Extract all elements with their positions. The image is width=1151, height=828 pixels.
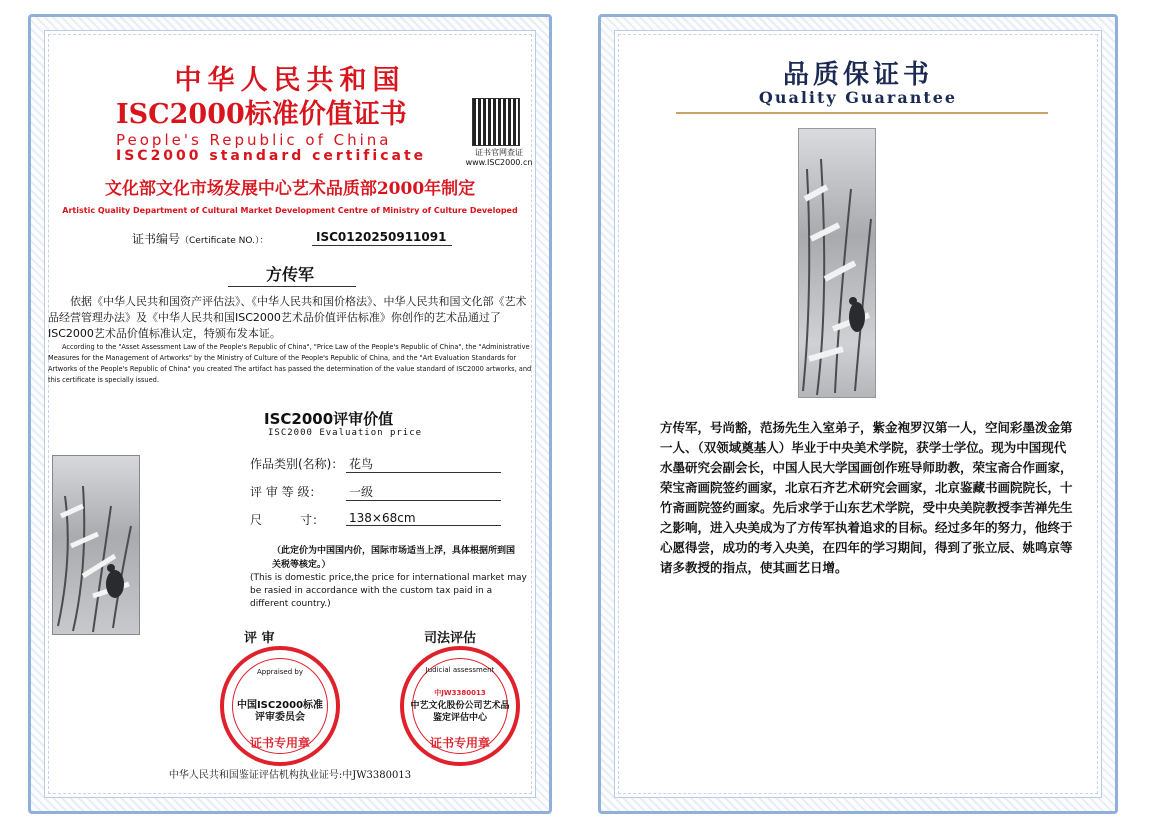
field-size bbox=[250, 511, 416, 528]
department-cn: 文化部文化市场发展中心艺术品质部2000年制定 bbox=[104, 179, 476, 199]
price-note-cn: （此定价为中国国内价，国际市场适当上浮，具体根据所到国关税等核定。） bbox=[272, 546, 516, 570]
qr-caption-url: www.ISC2000.cn bbox=[465, 158, 533, 167]
field-grade-value: 一级 bbox=[346, 483, 501, 501]
artist-name: 方传军 bbox=[265, 265, 314, 284]
department-en: Artistic Quality Department of Cultural Market Development Centre of Ministry of Culture Developed bbox=[62, 206, 518, 215]
title-cn: 中华人民共和国 bbox=[174, 65, 406, 96]
guarantee-title: 品质保证书 bbox=[782, 60, 933, 90]
title-en-2: ISC2000 standard certificate bbox=[116, 148, 427, 164]
artwork-image bbox=[798, 128, 876, 398]
cert-no-label-cn: 证书编号 bbox=[132, 232, 181, 246]
review-seal-line2: 评审委员会 bbox=[255, 712, 305, 723]
judicial-seal-line1: 中艺文化股份公司艺术品 bbox=[410, 701, 510, 711]
review-seal-line1: 中国ISC2000标准 bbox=[236, 700, 324, 711]
review-seal-stamp: 证书专用章 bbox=[249, 736, 310, 750]
title-isc: ISC2000标准价值证书 bbox=[116, 99, 407, 130]
review-seal-en: Appraised by bbox=[257, 668, 303, 676]
evaluation-subtitle: ISC2000 Evaluation price bbox=[268, 428, 423, 438]
cert-no-value: ISC0120250911091 bbox=[312, 230, 452, 246]
review-seal bbox=[220, 646, 340, 766]
judicial-seal-code: 中JW3380013 bbox=[434, 689, 486, 697]
guarantee-subtitle: Quality Guarantee bbox=[758, 88, 958, 107]
field-size-label: 尺 寸： bbox=[250, 513, 325, 527]
legal-basis-cn: 依据《中华人民共和国资产评估法》、《中华人民共和国价格法》、中华人民共和国文化部《艺术品经营管理办法》及《中华人民共和国ISC2000艺术品价值评估标准》你创作的艺术品通过了ISC2000艺术品价值标准认定，特颁布发本证。 bbox=[48, 295, 527, 340]
field-category-label: 作品类别(名称)： bbox=[250, 457, 344, 471]
judicial-seal-en: Judicial assessment bbox=[425, 666, 495, 674]
artwork-thumbnail bbox=[52, 455, 140, 635]
judicial-seal-line2: 鉴定评估中心 bbox=[432, 713, 487, 723]
field-grade bbox=[250, 483, 374, 500]
judicial-seal bbox=[400, 646, 520, 766]
cert-no-label bbox=[132, 230, 268, 247]
judicial-seal-stamp: 证书专用章 bbox=[429, 736, 490, 750]
title-en-1: People's Republic of China bbox=[116, 131, 392, 149]
artist-underline bbox=[228, 286, 356, 287]
review-label: 评 审 bbox=[244, 631, 275, 646]
cert-no-label-en: （Certificate NO.）： bbox=[180, 236, 269, 246]
field-grade-label: 评 审 等 级： bbox=[250, 485, 322, 499]
legal-basis-en: According to the "Asset Assessment Law of the People's Republic of China", "Price Law of the People's Republic of China", the "Administrative Measures for the Management of Artworks" by the Ministry of Culture of the People's Republic of China, and the "Art Evaluation Standards for Artworks of the People's Republic of China" you created The artifact has passed the determination of the value standard of ISC2000 artworks, and this certificate is specially issued. bbox=[48, 343, 532, 384]
title-divider bbox=[676, 112, 1048, 114]
qr-caption bbox=[464, 148, 534, 168]
certificate-page bbox=[28, 14, 552, 814]
judicial-seal-text bbox=[404, 700, 516, 724]
license-footer: 中华人民共和国鉴证评估机构执业证号:中JW3380013 bbox=[168, 770, 412, 781]
judicial-label: 司法评估 bbox=[424, 631, 477, 646]
quality-guarantee-page bbox=[598, 14, 1118, 814]
field-category-value: 花鸟 bbox=[346, 455, 501, 473]
price-note-en: (This is domestic price,the price for international market may be rasied in accordance with the custom tax paid in a different country.) bbox=[250, 573, 527, 609]
artist-biography: 方传军，号尚豁，范扬先生入室弟子，紫金袍罗汉第一人，空间彩墨泼金第一人、（双领域奠基人）毕业于中央美术学院，获学士学位。现为中国现代水墨研究会副会长，中国人民大学国画创作班导师助教，荣宝斋合作画家，荣宝斋画院签约画家，北京石齐艺术研究会画家，北京鉴藏书画院院长，十竹斋画院签约画家。先后求学于山东艺术学院，受中央美院教授李苦禅先生之影响，进入央美成为了方传军执着追求的目标。经过多年的努力，他终于心愿得尝，成功的考入央美，在四年的学习期间，得到了张立辰、姚鸣京等诸多教授的指点，使其画艺日增。 bbox=[660, 420, 1073, 575]
review-seal-text bbox=[224, 700, 336, 724]
field-category bbox=[250, 455, 374, 472]
qr-caption-cn: 证书官网查证 bbox=[475, 148, 523, 157]
evaluation-title: ISC2000评审价值 bbox=[264, 410, 394, 428]
field-size-value: 138×68cm bbox=[346, 511, 501, 526]
qr-code-icon[interactable] bbox=[472, 98, 520, 146]
